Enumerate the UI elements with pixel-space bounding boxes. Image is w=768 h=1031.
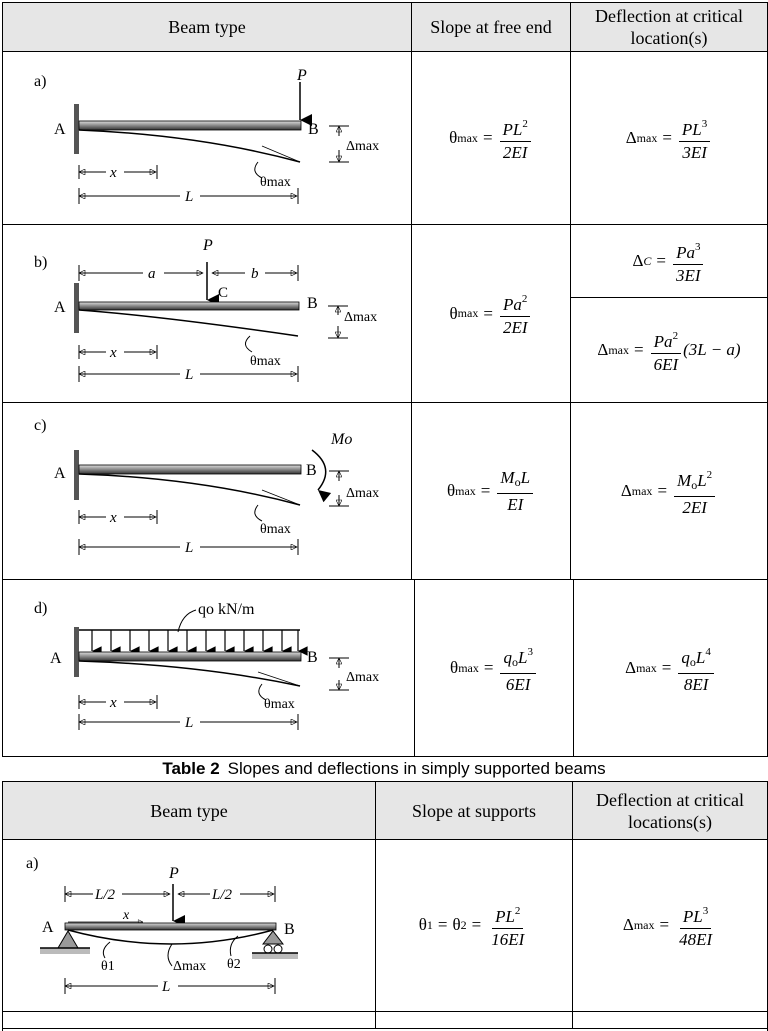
fraction: $\frac{PL^3}{3EI}$ (679, 114, 710, 163)
label-A: A (54, 465, 66, 482)
label-delta-max: Δmax (173, 959, 207, 974)
diagram-t2-a (26, 855, 298, 995)
table-2-title: Table 2 Slopes and deflections in simply supported beams (162, 759, 606, 778)
label-A: A (54, 299, 66, 316)
label-delta-max: Δmax (344, 310, 378, 325)
label-x: x (110, 510, 117, 526)
t1-row-d-slope-cell: θ max = $\frac{q_oL^3}{6EI}$ (414, 579, 574, 757)
pin-support (58, 931, 78, 948)
t1-row-a-deflection-cell: Δ max = $\frac{PL^3}{3EI}$ (570, 51, 768, 225)
deflected-curve (68, 930, 273, 944)
fraction: $\frac{q_oL^3}{6EI}$ (500, 642, 535, 695)
label-delta-max: Δmax (346, 486, 380, 501)
t1-row-c-deflection-cell: Δ max = $\frac{M_oL^2}{2EI}$ (570, 402, 768, 580)
label-a: a (148, 266, 156, 282)
t1-row-d-deflection-cell: Δ max = $\frac{q_oL^4}{8EI}$ (573, 579, 768, 757)
fraction: $\frac{Pa^2}{6EI}$ (651, 326, 682, 375)
label-L: L (185, 540, 194, 556)
label-A: A (54, 121, 66, 138)
t1-header-deflection: Deflection at critical location(s) (570, 2, 768, 52)
label-L: L (185, 715, 194, 731)
label-B: B (308, 121, 319, 138)
label-P: P (169, 865, 179, 882)
label-B: B (284, 921, 295, 938)
label-B: B (307, 295, 318, 312)
label-x: x (110, 695, 117, 711)
label-x: x (123, 908, 130, 923)
label-L: L (185, 367, 194, 383)
label-half-L-right: L/2 (212, 887, 233, 903)
fraction: $\frac{q_oL^4}{8EI}$ (678, 642, 713, 695)
label-theta2: θ2 (227, 957, 241, 972)
t1-header-beam-type: Beam type (2, 2, 412, 52)
label-b: b (251, 266, 259, 282)
label-half-L-left: L/2 (95, 887, 116, 903)
label-theta-max: θmax (260, 175, 291, 190)
t2-header-beam-type: Beam type (2, 781, 376, 840)
label-theta-max: θmax (260, 522, 291, 537)
label-C: C (218, 285, 229, 301)
label-x: x (110, 345, 117, 361)
row-label: a) (26, 855, 39, 872)
label-x: x (110, 165, 117, 181)
fraction: $\frac{PL^2}{16EI}$ (488, 901, 527, 950)
row-label: b) (34, 254, 48, 271)
t2-row-a-slope-formula: θ 1 = θ 2 = $\frac{PL^2}{16EI}$ (375, 839, 573, 1011)
fraction: $\frac{PL^2}{2EI}$ (500, 114, 531, 163)
label-B: B (307, 649, 318, 666)
fraction: $\frac{Pa^2}{2EI}$ (500, 289, 531, 338)
label-delta-max: Δmax (346, 139, 380, 154)
t2-header-deflection: Deflection at critical locations(s) (572, 781, 768, 840)
t1-row-a-slope-cell: θ max = $\frac{PL^2}{2EI}$ (411, 51, 571, 225)
roller-support (263, 931, 283, 944)
t1-row-b-deflection-c-cell: Δ C = $\frac{Pa^3}{3EI}$ (570, 224, 768, 298)
label-L: L (162, 979, 171, 995)
t1-row-b-deflection-max-cell: Δ max = $\frac{Pa^2}{6EI}$ (3L − a) (570, 297, 768, 403)
t1-row-b-slope-cell: θ max = $\frac{Pa^2}{2EI}$ (411, 224, 571, 403)
label-B: B (306, 462, 317, 479)
fraction: $\frac{PL^3}{48EI}$ (676, 901, 715, 950)
t2-row-a-deflection-formula: Δ max = $\frac{PL^3}{48EI}$ (572, 839, 768, 1011)
label-A: A (50, 650, 62, 667)
label-P: P (203, 237, 213, 254)
t1-header-slope: Slope at free end (411, 2, 571, 52)
label-Mo: Mo (331, 431, 353, 448)
label-theta-max: θmax (250, 354, 281, 369)
label-theta1: θ1 (101, 959, 115, 974)
t2-header-slope: Slope at supports (375, 781, 573, 840)
fraction: $\frac{M_oL^2}{2EI}$ (674, 465, 715, 518)
beam (65, 923, 276, 930)
label-A: A (42, 919, 54, 936)
row-label: a) (34, 73, 47, 90)
row-label: d) (34, 600, 48, 617)
label-P: P (297, 67, 307, 84)
fraction: $\frac{M_oL}{EI}$ (497, 468, 533, 515)
row-label: c) (34, 417, 47, 434)
label-L: L (185, 189, 194, 205)
fraction: $\frac{Pa^3}{3EI}$ (673, 237, 704, 286)
t1-row-c-slope-cell: θ max = $\frac{M_oL}{EI}$ (411, 402, 571, 580)
label-delta-max: Δmax (346, 670, 380, 685)
label-theta-max: θmax (264, 697, 295, 712)
label-qo: qo kN/m (198, 601, 255, 618)
